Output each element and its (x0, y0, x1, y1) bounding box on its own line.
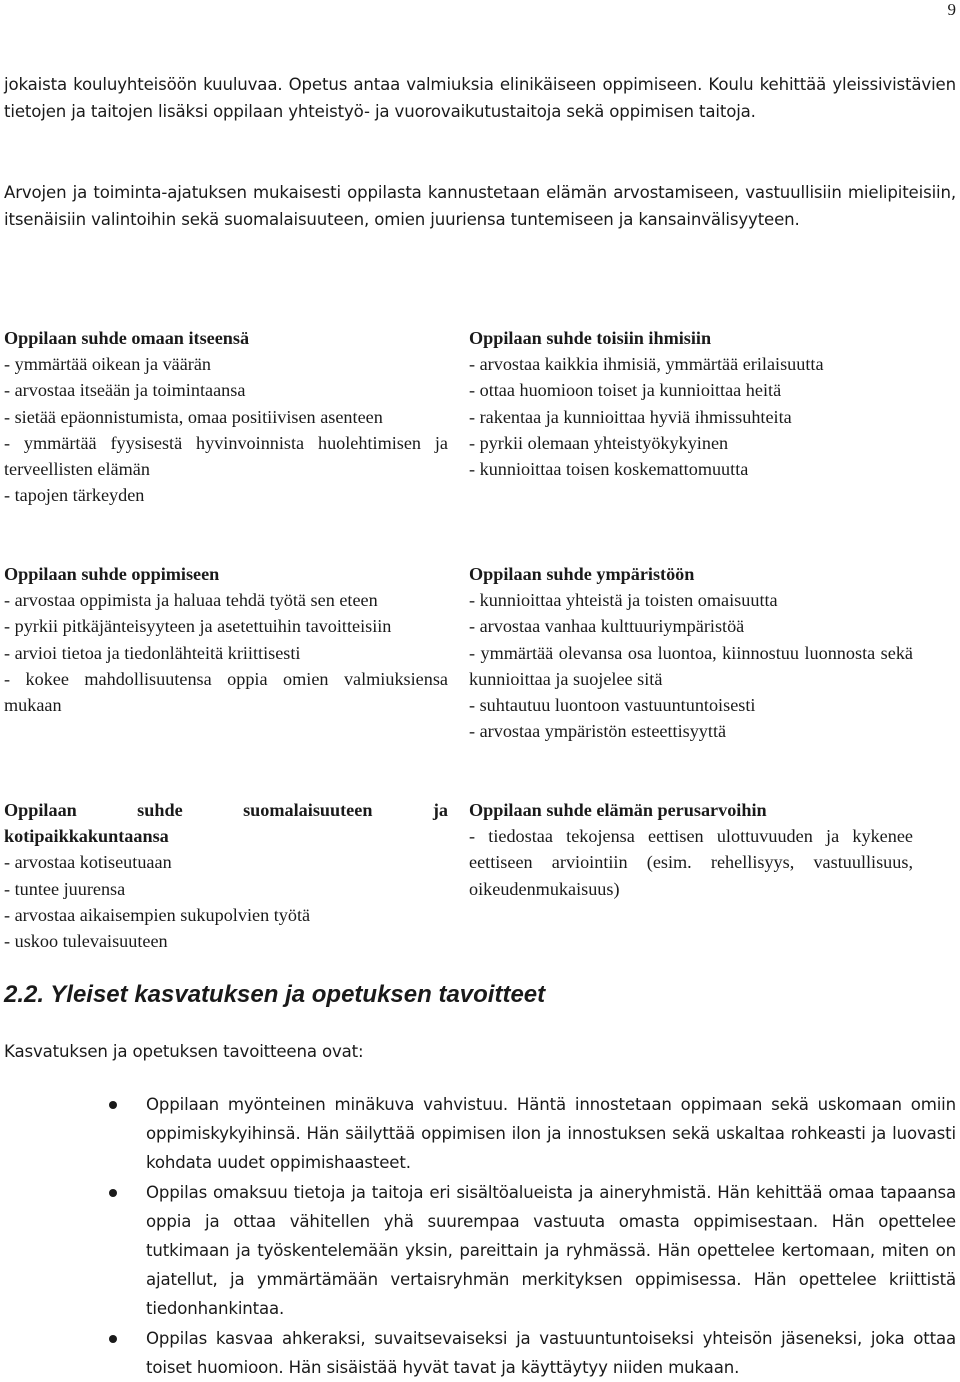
group-item: - arvostaa kaikkia ihmisiä, ymmärtää erilaisuutta (469, 354, 824, 375)
group-heading: Oppilaan suhde elämän perusarvoihin (469, 800, 767, 820)
group-learning (4, 561, 448, 718)
group-item: - arvioi tietoa ja tiedonlähteitä kriittisesti (4, 642, 301, 663)
bullet-icon (109, 1189, 117, 1197)
group-item: - tuntee juurensa (4, 878, 126, 899)
group-heading: Oppilaan suhde omaan itseensä (4, 328, 250, 348)
group-item: - kunnioittaa toisen koskemattomuutta (469, 459, 749, 480)
values-paragraph: Arvojen ja toiminta-ajatuksen mukaisesti oppilasta kannustetaan elämän arvostamiseen, vastuullisiin mielipiteisiin, itsenäisiin valintoihin sekä suomalaisuuteen, omien juuriensa tuntemiseen ja kansainvälisyyteen. (4, 183, 956, 229)
group-self (4, 325, 448, 508)
group-heading: Oppilaan suhde oppimiseen (4, 564, 220, 584)
page-number: 9 (947, 0, 956, 19)
group-item: - arvostaa kotiseutuaan (4, 852, 172, 873)
group-item: - ottaa huomioon toiset ja kunnioittaa heitä (469, 380, 782, 401)
group-item: - pyrkii pitkäjänteisyyteen ja asetettuihin tavoitteisiin (4, 616, 392, 637)
group-item: - rakentaa ja kunnioittaa hyviä ihmissuhteita (469, 406, 792, 427)
group-item: - tiedostaa tekojensa eettisen ulottuvuuden ja kykenee eettiseen arviointiin (esim. rehellisyys, vastuullisuus, oikeudenmukaisuus) (469, 826, 913, 899)
group-heading: Oppilaan suhde suomalaisuuteen ja kotipaikkakuntaansa (4, 800, 448, 847)
group-item: - sietää epäonnistumista, omaa positiivisen asenteen (4, 406, 383, 427)
bullet-icon (109, 1101, 117, 1109)
group-item: - arvostaa ympäristön esteettisyyttä (469, 721, 727, 742)
group-others (469, 325, 913, 482)
section-title: 2.2. Yleiset kasvatuksen ja opetuksen tavoitteet (4, 981, 546, 1008)
group-item: - ymmärtää olevansa osa luontoa, kiinnostuu luonnosta sekä kunnioittaa ja suojelee sitä (469, 642, 913, 689)
list-item-text: Oppilas kasvaa ahkeraksi, suvaitsevaiseksi ja vastuuntuntoiseksi yhteisön jäseneksi, joka ottaa toiset huomioon. Hän sisäistää hyvät tavat ja käyttäytyy niiden mukaan. (146, 1328, 956, 1377)
bullet-icon (109, 1335, 117, 1343)
list-item (0, 1090, 960, 1178)
intro-paragraph: jokaista kouluyhteisöön kuuluvaa. Opetus antaa valmiuksia elinikäiseen oppimiseen. Koulu kehittää yleissivistävien tietojen ja taitojen lisäksi oppilaan yhteistyö- ja vuorovaikutustaitoja sekä oppimisen taitoja. (4, 75, 956, 121)
group-heading: Oppilaan suhde ympäristöön (469, 564, 695, 584)
goal-list (0, 1090, 960, 1382)
group-item: - suhtautuu luontoon vastuuntuntoisesti (469, 695, 756, 716)
group-environment (469, 561, 913, 744)
group-item: - arvostaa vanhaa kulttuuriympäristöä (469, 616, 745, 637)
group-finnishness (4, 797, 448, 954)
group-item: - uskoo tulevaisuuteen (4, 931, 168, 952)
list-item-text: Oppilaan myönteinen minäkuva vahvistuu. Häntä innostetaan oppimaan sekä uskomaan omiin oppimiskykyihinsä. Hän säilyttää oppimisen ilon ja innostuksen sekä uskaltaa rohkeasti ja luovasti kohdata uudet oppimishaasteet. (146, 1095, 956, 1173)
group-item: - arvostaa itseään ja toimintaansa (4, 380, 246, 401)
group-heading: Oppilaan suhde toisiin ihmisiin (469, 328, 712, 348)
list-item (0, 1178, 960, 1324)
list-item-text: Oppilas omaksuu tietoja ja taitoja eri sisältöalueista ja aineryhmistä. Hän kehittää omaa tapaansa oppia ja ottaa vähitellen yhä suurempaa vastuuta omasta oppimisestaan. Hän opettelee tutkimaan ja työskentelemään yksin, pareittain ja ryhmässä. Hän opettelee kertomaan, miten on ajatellut, ja ymmärtämään vertaisryhmän merkityksen oppimisessa. Hän opettelee kriittistä tiedonhankintaa. (146, 1182, 956, 1319)
section-intro: Kasvatuksen ja opetuksen tavoitteena ovat: (4, 1042, 364, 1061)
group-item: - ymmärtää fyysisestä hyvinvoinnista huolehtimisen ja terveellisten elämän (4, 432, 448, 480)
group-item: - arvostaa oppimista ja haluaa tehdä työtä sen eteen (4, 590, 378, 611)
group-item: - kokee mahdollisuutensa oppia omien valmiuksiensa mukaan (4, 668, 448, 716)
group-values (469, 797, 913, 902)
group-item: - tapojen tärkeyden (4, 485, 145, 506)
list-item (0, 1324, 960, 1382)
group-item: - pyrkii olemaan yhteistyökykyinen (469, 432, 729, 453)
group-item: - ymmärtää oikean ja väärän (4, 354, 212, 375)
group-item: - kunnioittaa yhteistä ja toisten omaisuutta (469, 590, 778, 611)
group-item: - arvostaa aikaisempien sukupolvien työtä (4, 904, 311, 925)
